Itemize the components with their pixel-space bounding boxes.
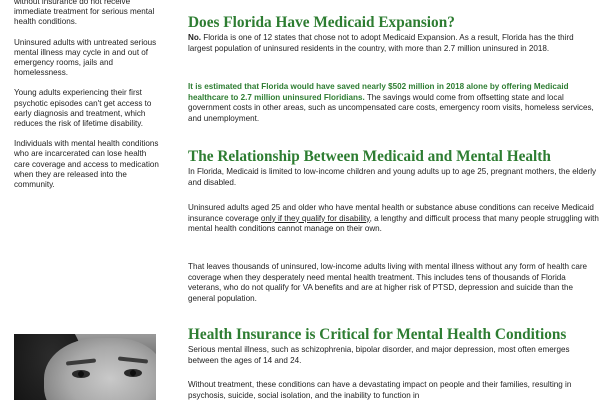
relationship-paragraph-1: In Florida, Medicaid is limited to low-income children and young adults up to age 25, pregnant mothers, the elderly and disabled.	[188, 167, 597, 187]
main-content	[188, 0, 600, 400]
woman-face-photo	[14, 334, 156, 400]
expansion-paragraph-2	[188, 82, 600, 124]
photo-eye	[72, 370, 90, 378]
section-heading: Health Insurance is Critical for Mental Health Conditions	[188, 326, 567, 343]
section-heading: The Relationship Between Medicaid and Mental Health	[188, 148, 551, 165]
relationship-paragraph-3: That leaves thousands of uninsured, low-income adults living with mental illness without any form of health care coverage when they desperately need mental health treatment. This includes tens of thousands of Florida veterans, who do not qualify for VA benefits and are at higher risk of PTSD, depression and suicide than the general population.	[188, 262, 588, 303]
relationship-paragraph-2: Uninsured adults aged 25 and older who have mental health or substance abuse conditions can receive Medicaid insurance coverage only if they qualify for disability, a lengthy and difficult process that many people struggling with mental health conditions cannot manage on their own.	[188, 203, 599, 233]
sidebar-paragraph: Young adults experiencing their first psychotic episodes can't get access to early diagnosis and treatment, which reduces the risk of lifetime disability.	[14, 88, 152, 129]
paragraph-text: Florida is one of 12 states that chose not to adopt Medicaid Expansion. As a result, Florida has the third largest population of uninsured residents in the country, with more than 2.7 million uninsured in 2018.	[188, 33, 574, 53]
sidebar-paragraph: without insurance do not receive immediate treatment for serious mental health conditions.	[14, 0, 155, 27]
answer-lead: No.	[188, 33, 202, 42]
section-heading: Does Florida Have Medicaid Expansion?	[188, 14, 455, 31]
sidebar-paragraph: Uninsured adults with untreated serious mental illness may cycle in and out of emergency rooms, jails and homelessness.	[14, 37, 157, 78]
sidebar-paragraph: Individuals with mental health conditions who are incarcerated can lose health care coverage and access to medication when they are released into the community.	[14, 139, 159, 190]
expansion-paragraph-1	[188, 33, 600, 54]
section-expansion	[188, 14, 600, 32]
insurance-paragraph-1: Serious mental illness, such as schizophrenia, bipolar disorder, and major depression, most often emerges between the ages of 14 and 24.	[188, 345, 570, 365]
insurance-paragraph-2: Without treatment, these conditions can have a devastating impact on people and their families, resulting in psychosis, suicide, social isolation, and the inability to function in	[188, 380, 572, 400]
section-relationship	[188, 148, 600, 166]
photo-eye	[124, 369, 142, 377]
section-insurance	[188, 326, 600, 344]
paragraph-text: The savings would come from offsetting state and local government costs in other areas, such as uncompensated care costs, emergency room visits, homeless services, and unemployment.	[188, 92, 594, 123]
savings-highlight: It is estimated that Florida would have saved nearly $502 million in 2018 alone by offering Medicaid healthcare to 2.7 million uninsured Floridians.	[188, 82, 569, 102]
disability-underline: only if they qualify for disability	[260, 213, 370, 223]
